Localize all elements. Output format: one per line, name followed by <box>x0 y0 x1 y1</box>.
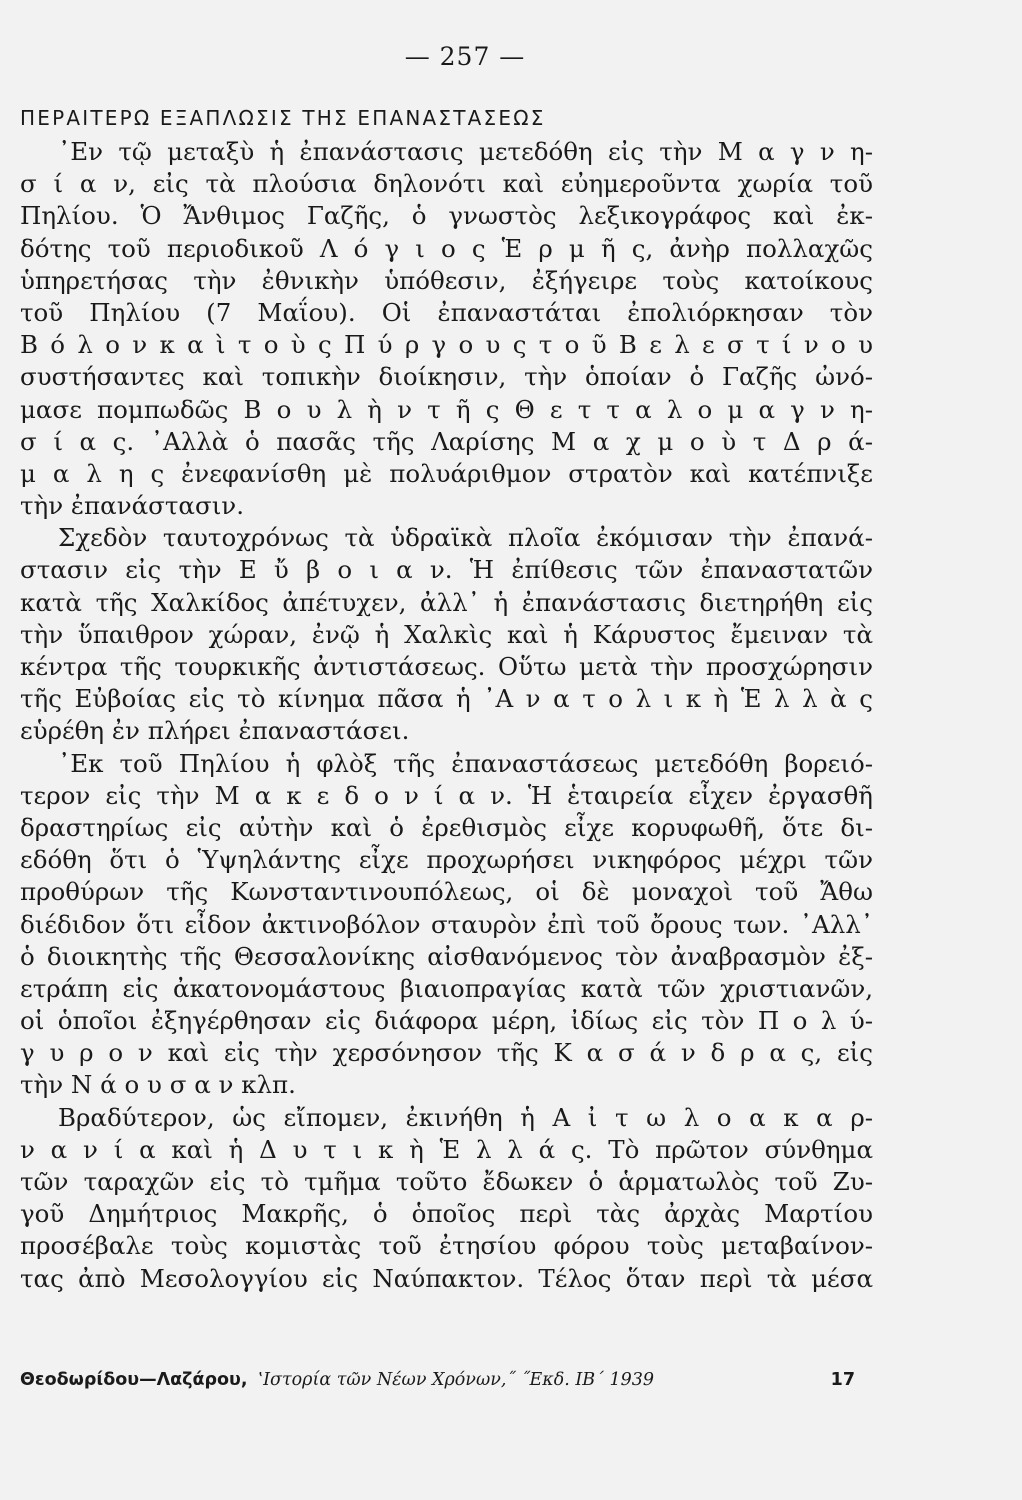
footer-citation: ʽΙστορία τῶν Νέων Χρόνων,˝ ˝Εκδ. ΙΒ΄ 1939 <box>257 1370 655 1390</box>
text-line: Β ό λ ο ν κ α ὶ τ ο ὺ ς Π ύ ρ γ ο υ ς τ ο ῦ Β ε λ ε σ τ ί ν ο υ <box>20 330 873 360</box>
text-line: εὑρέθη ἐν πλήρει ἐπαναστάσει. <box>20 716 410 746</box>
text-line: κέντρα τῆς τουρκικῆς ἀντιστάσεως. Οὕτω μετὰ τὴν προσχώρησιν <box>20 652 873 681</box>
text-line: μασε πομπωδῶς Β ο υ λ ὴ ν τ ῆ ς Θ ε τ τ α λ ο μ α γ ν η- <box>20 394 873 424</box>
text-line: προσέβαλε τοὺς κομιστὰς τοῦ ἐτησίου φόρου τοὺς μεταβαίνον- <box>20 1231 873 1261</box>
text-line: μ α λ η ς ἐνεφανίσθη μὲ πολυάριθμον στρατὸν καὶ κατέπνιξε <box>20 458 873 488</box>
text-line: ὁ διοικητὴς τῆς Θεσσαλονίκης αἰσθανόμενος τὸν ἀναβρασμὸν ἐξ- <box>20 941 873 971</box>
text-line: τας ἀπὸ Μεσολογγίου εἰς Ναύπακτον. Τέλος ὅταν περὶ τὰ μέσα <box>20 1263 873 1293</box>
text-line: εδόθη ὅτι ὁ Ὑψηλάντης εἶχε προχωρήσει νικηφόρος μέχρι τῶν <box>20 845 873 875</box>
text-line: γοῦ Δημήτριος Μακρῆς, ὁ ὁποῖος περὶ τὰς ἀρχὰς Μαρτίου <box>20 1199 873 1229</box>
text-line: τὴν ἐπανάστασιν. <box>20 491 244 521</box>
text-line: Πηλίου. Ὁ Ἄνθιμος Γαζῆς, ὁ γνωστὸς λεξικογράφος καὶ ἐκ- <box>20 201 873 231</box>
text-line: δραστηρίως εἰς αὐτὴν καὶ ὁ ἐρεθισμὸς εἶχε κορυφωθῆ, ὅτε δι- <box>20 812 873 842</box>
section-heading: ΠΕΡΑΙΤΕΡΩ ΕΞΑΠΛΩΣΙΣ ΤΗΣ ΕΠΑΝΑΣΤΑΣΕΩΣ <box>20 106 546 130</box>
text-line: τερον εἰς τὴν Μ α κ ε δ ο ν ί α ν. Ἡ ἑταιρεία εἶχεν ἐργασθῆ <box>20 780 873 810</box>
text-line: στασιν εἰς τὴν Ε ὔ β ο ι α ν. Ἡ ἐπίθεσις τῶν ἐπαναστατῶν <box>20 555 873 585</box>
text-line: ετράπη εἰς ἀκατονομάστους βιαιοπραγίας κατὰ τῶν χριστιανῶν, <box>20 973 873 1003</box>
page-footer <box>20 1370 855 1390</box>
text-line: ὑπηρετήσας τὴν ἐθνικὴν ὑπόθεσιν, ἐξήγειρε τοὺς κατοίκους <box>20 265 873 295</box>
text-line: ᾽Εκ τοῦ Πηλίου ἡ φλὸξ τῆς ἐπαναστάσεως μετεδόθη βορειό- <box>58 748 873 778</box>
text-line: τὴν Ν ά ο υ σ α ν κλπ. <box>20 1070 296 1100</box>
footer-authors: Θεοδωρίδου—Λαζάρου, <box>20 1370 248 1390</box>
footer-signature-number: 17 <box>830 1370 855 1390</box>
text-line: τὴν ὕπαιθρον χώραν, ἐνῷ ἡ Χαλκὶς καὶ ἡ Κάρυστος ἔμειναν τὰ <box>20 619 873 649</box>
text-line: προθύρων τῆς Κωνσταντινουπόλεως, οἱ δὲ μοναχοὶ τοῦ Ἄθω <box>20 877 873 907</box>
text-line: ᾽Εν τῷ μεταξὺ ἡ ἐπανάστασις μετεδόθη εἰς τὴν Μ α γ ν η- <box>58 137 873 166</box>
page-number: — 257 — <box>404 42 526 71</box>
text-line: συστήσαντες καὶ τοπικὴν διοίκησιν, τὴν ὁποίαν ὁ Γαζῆς ὠνό- <box>20 362 873 392</box>
text-line: οἱ ὁποῖοι ἐξηγέρθησαν εἰς διάφορα μέρη, ἰδίως εἰς τὸν Π ο λ ύ- <box>20 1006 873 1036</box>
text-line: σ ί α ς. ᾽Αλλὰ ὁ πασᾶς τῆς Λαρίσης Μ α χ μ ο ὺ τ Δ ρ ά- <box>20 426 873 456</box>
text-line: ν α ν ί α καὶ ἡ Δ υ τ ι κ ὴ Ἑ λ λ ά ς. Τὸ πρῶτον σύνθημα <box>20 1134 873 1164</box>
text-line: γ υ ρ ο ν καὶ εἰς τὴν χερσόνησον τῆς Κ α σ ά ν δ ρ α ς, εἰς <box>20 1038 873 1068</box>
text-line: τῶν ταραχῶν εἰς τὸ τμῆμα τοῦτο ἔδωκεν ὁ ἁρματωλὸς τοῦ Ζυ- <box>20 1167 873 1196</box>
text-line: τοῦ Πηλίου (7 Μαΐου). Οἱ ἐπαναστάται ἐπολιόρκησαν τὸν <box>20 297 873 327</box>
text-line: διέδιδον ὅτι εἶδον ἀκτινοβόλον σταυρὸν ἐπὶ τοῦ ὄρους των. ᾽Αλλ᾽ <box>20 909 873 939</box>
text-line: σ ί α ν, εἰς τὰ πλούσια δηλονότι καὶ εὐημεροῦντα χωρία τοῦ <box>20 169 873 199</box>
body-text <box>20 136 873 1295</box>
text-line: Σχεδὸν ταυτοχρόνως τὰ ὑδραϊκὰ πλοῖα ἐκόμισαν τὴν ἐπανά- <box>58 523 873 553</box>
text-line: τῆς Εὐβοίας εἰς τὸ κίνημα πᾶσα ἡ ᾽Α ν α τ ο λ ι κ ὴ Ἑ λ λ ὰ ς <box>20 684 873 714</box>
text-line: κατὰ τῆς Χαλκίδος ἀπέτυχεν, ἀλλ᾽ ἡ ἐπανάστασις διετηρήθη εἰς <box>20 587 873 617</box>
text-line: Βραδύτερον, ὡς εἴπομεν, ἐκινήθη ἡ Α ἰ τ ω λ ο α κ α ρ- <box>58 1102 873 1132</box>
text-line: δότης τοῦ περιοδικοῦ Λ ό γ ι ο ς Ἑ ρ μ ῆ ς, ἀνὴρ πολλαχῶς <box>20 233 873 263</box>
